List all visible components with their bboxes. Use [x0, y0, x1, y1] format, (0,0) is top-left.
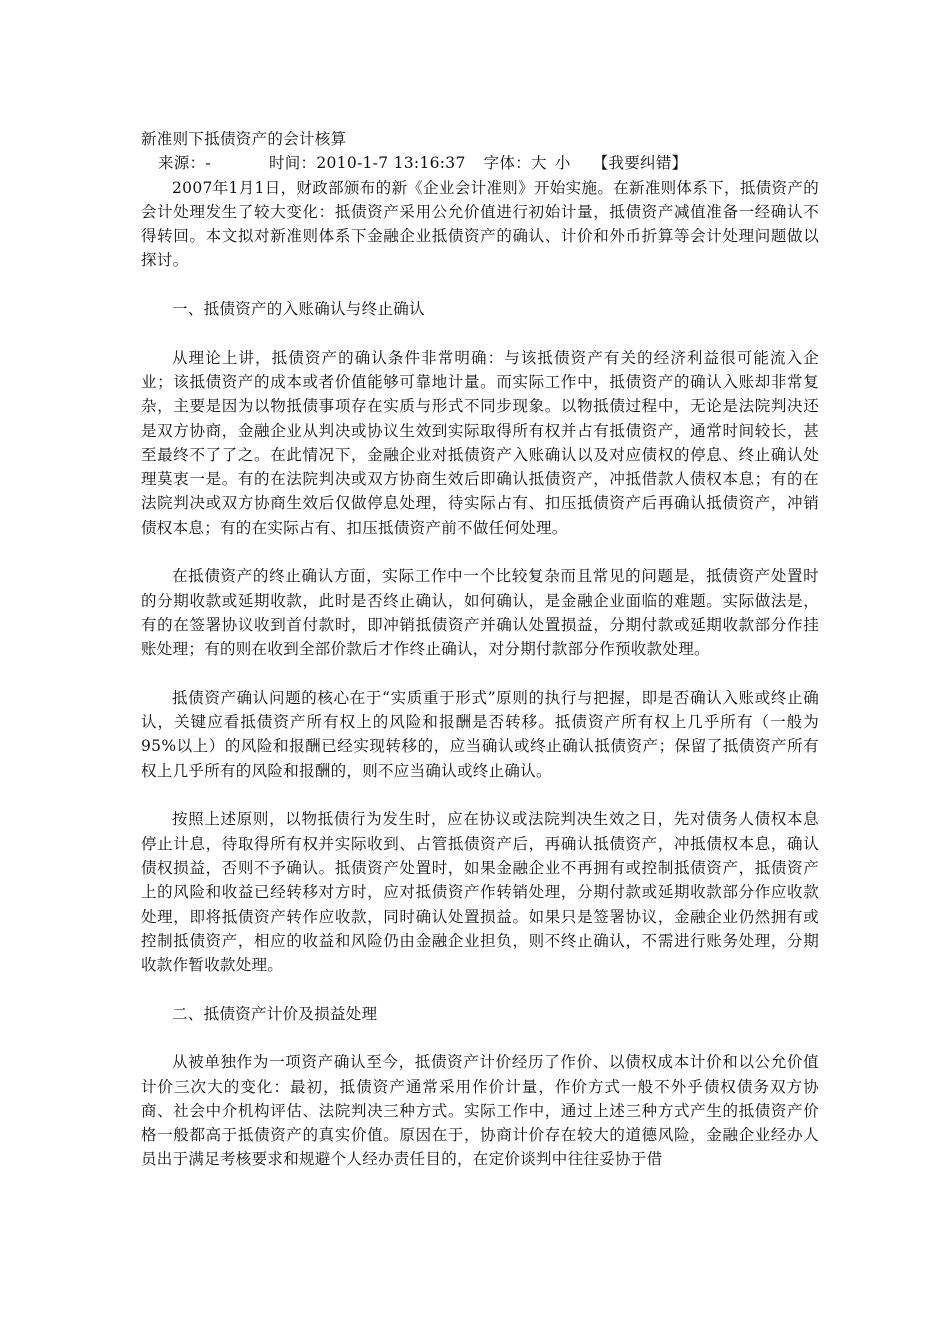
article-body [141, 127, 819, 1172]
article-title: 新准则下抵债资产的会计核算 [141, 130, 347, 148]
article-meta [141, 151, 819, 175]
source-label: 来源：- [158, 154, 211, 173]
section-1-paragraph: 按照上述原则，以物抵债行为发生时，应在协议或法院判决生效之日，先对债务人债权本息停止计息，待取得所有权并实际收到、占管抵债资产后，再确认抵债资产，冲抵债权本息，确认债权损益，否则不予确认。抵债资产处置时，如果金融企业不再拥有或控制抵债资产，抵债资产上的风险和收益已经转移对方时，应对抵债资产作转销处理，分期付款或延期收款部分作应收款处理，即将抵债资产转作应收款，同时确认处置损益。如果只是签署协议，金融企业仍然拥有或控制抵债资产，相应的收益和风险仍由金融企业担负，则不终止确认，不需进行账务处理，分期收款作暂收款处理。 [141, 810, 819, 975]
font-size-label: 字体： [483, 154, 532, 173]
font-size-large-link[interactable]: 大 [531, 154, 547, 173]
section-1-paragraph: 抵债资产确认问题的核心在于“实质重于形式”原则的执行与把握，即是否确认入账或终止确认，关键应看抵债资产所有权上的风险和报酬是否转移。抵债资产所有权上几乎所有（一般为95%以上）的风险和报酬已经实现转移的，应当确认或终止确认抵债资产；保留了抵债资产所有权上几乎所有的风险和报酬的，则不应当确认或终止确认。 [141, 688, 819, 780]
font-size-small-link[interactable]: 小 [554, 154, 571, 173]
report-error-link[interactable]: 【我要纠错】 [592, 154, 688, 173]
section-2-paragraph: 从被单独作为一项资产确认至今，抵债资产计价经历了作价、以债权成本计价和以公允价值计价三次大的变化：最初，抵债资产通常采用作价计量，作价方式一般不外乎债权债务双方协商、社会中介机构评估、法院判决三种方式。实际工作中，通过上述三种方式产生的抵债资产价格一般都高于抵债资产的真实价值。原因在于，协商计价存在较大的道德风险，金融企业经办人员出于满足考核要求和规避个人经办责任目的，在定价谈判中往往妥协于借 [141, 1053, 819, 1169]
time-label: 时间：2010-1-7 13:16:37 [268, 154, 466, 173]
intro-paragraph: 2007年1月1日，财政部颁布的新《企业会计准则》开始实施。在新准则体系下，抵债资产的会计处理发生了较大变化：抵债资产采用公允价值进行初始计量，抵债资产减值准备一经确认不得转回。本文拟对新准则体系下金融企业抵债资产的确认、计价和外币折算等会计处理问题做以探讨。 [141, 178, 819, 270]
section-1-paragraph: 从理论上讲，抵债资产的确认条件非常明确：与该抵债资产有关的经济利益很可能流入企业；该抵债资产的成本或者价值能够可靠地计量。而实际工作中，抵债资产的确认入账却非常复杂，主要是因为以物抵债事项存在实质与形式不同步现象。以物抵债过程中，无论是法院判决还是双方协商，金融企业从判决或协议生效到实际取得所有权并占有抵债资产，通常时间较长，甚至最终不了了之。在此情况下，金融企业对抵债资产入账确认以及对应债权的停息、终止确认处理莫衷一是。有的在法院判决或双方协商生效后即确认抵债资产，冲抵借款人债权本息；有的在法院判决或双方协商生效后仅做停息处理，待实际占有、扣压抵债资产后再确认抵债资产，冲销债权本息；有的在实际占有、扣压抵债资产前不做任何处理。 [141, 348, 819, 537]
section-1-heading: 一、抵债资产的入账确认与终止确认 [172, 300, 425, 319]
section-2-heading: 二、抵债资产计价及损益处理 [172, 1004, 378, 1023]
section-1-paragraph: 在抵债资产的终止确认方面，实际工作中一个比较复杂而且常见的问题是，抵债资产处置时的分期收款或延期收款，此时是否终止确认，如何确认，是金融企业面临的难题。实际做法是，有的在签署协议收到首付款时，即冲销抵债资产并确认处置损益，分期付款或延期收款部分作挂账处理；有的则在收到全部价款后才作终止确认，对分期付款部分作预收款处理。 [141, 567, 819, 659]
